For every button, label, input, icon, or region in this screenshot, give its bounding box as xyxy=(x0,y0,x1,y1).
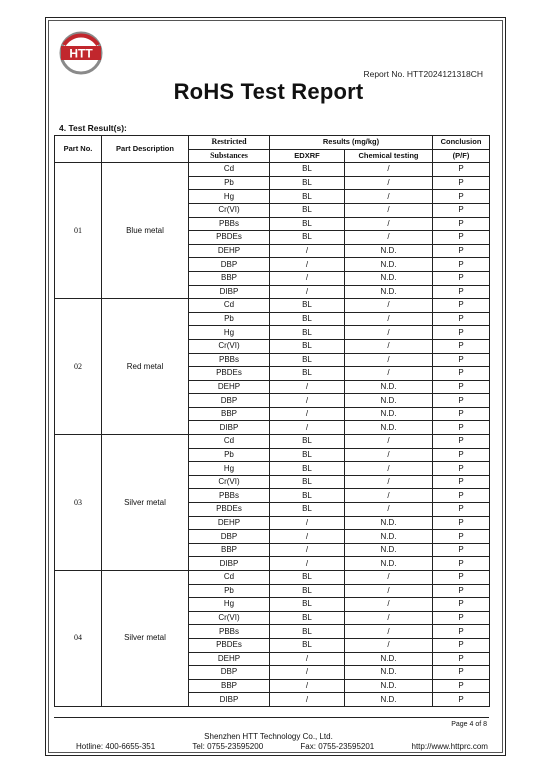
substance-cell: Hg xyxy=(189,598,270,612)
conclusion-cell: P xyxy=(433,244,490,258)
edxrf-cell: / xyxy=(270,258,345,272)
chemical-testing-cell: / xyxy=(345,462,433,476)
edxrf-cell: BL xyxy=(270,489,345,503)
chemical-testing-cell: / xyxy=(345,638,433,652)
header-chemical-testing: Chemical testing xyxy=(345,149,433,163)
chemical-testing-cell: / xyxy=(345,190,433,204)
conclusion-cell: P xyxy=(433,163,490,177)
section-heading: 4. Test Result(s): xyxy=(59,123,127,133)
edxrf-cell: BL xyxy=(270,611,345,625)
part-number: 02 xyxy=(55,299,102,435)
page-title: RoHS Test Report xyxy=(173,79,364,104)
table-row xyxy=(55,163,490,177)
conclusion-cell: P xyxy=(433,489,490,503)
conclusion-cell: P xyxy=(433,693,490,707)
substance-cell: Hg xyxy=(189,190,270,204)
edxrf-cell: BL xyxy=(270,353,345,367)
header-part-no: Part No. xyxy=(55,136,102,163)
conclusion-cell: P xyxy=(433,530,490,544)
chemical-testing-cell: / xyxy=(345,625,433,639)
chemical-testing-cell: N.D. xyxy=(345,258,433,272)
edxrf-cell: / xyxy=(270,557,345,571)
chemical-testing-cell: N.D. xyxy=(345,666,433,680)
header-restricted: Restricted xyxy=(189,136,270,150)
conclusion-cell: P xyxy=(433,339,490,353)
conclusion-cell: P xyxy=(433,611,490,625)
substance-cell: DEHP xyxy=(189,516,270,530)
conclusion-cell: P xyxy=(433,407,490,421)
conclusion-cell: P xyxy=(433,203,490,217)
conclusion-cell: P xyxy=(433,462,490,476)
edxrf-cell: BL xyxy=(270,217,345,231)
edxrf-cell: / xyxy=(270,244,345,258)
chemical-testing-cell: N.D. xyxy=(345,271,433,285)
substance-cell: BBP xyxy=(189,407,270,421)
substance-cell: PBDEs xyxy=(189,638,270,652)
chemical-testing-cell: / xyxy=(345,448,433,462)
substance-cell: DIBP xyxy=(189,557,270,571)
substance-cell: DIBP xyxy=(189,285,270,299)
conclusion-cell: P xyxy=(433,584,490,598)
chemical-testing-cell: N.D. xyxy=(345,285,433,299)
part-number: 04 xyxy=(55,571,102,707)
conclusion-cell: P xyxy=(433,367,490,381)
edxrf-cell: / xyxy=(270,666,345,680)
telephone: Tel: 0755-23595200 xyxy=(192,742,264,751)
chemical-testing-cell: / xyxy=(345,367,433,381)
website-link[interactable]: http://www.httprc.com xyxy=(411,742,488,751)
conclusion-cell: P xyxy=(433,475,490,489)
table-row xyxy=(55,435,490,449)
substance-cell: Hg xyxy=(189,462,270,476)
header-conclusion: Conclusion xyxy=(433,136,490,150)
chemical-testing-cell: N.D. xyxy=(345,652,433,666)
substance-cell: PBDEs xyxy=(189,367,270,381)
substance-cell: Cr(VI) xyxy=(189,475,270,489)
substance-cell: Cd xyxy=(189,163,270,177)
edxrf-cell: BL xyxy=(270,190,345,204)
edxrf-cell: / xyxy=(270,679,345,693)
substance-cell: Cr(VI) xyxy=(189,339,270,353)
edxrf-cell: / xyxy=(270,530,345,544)
part-number: 03 xyxy=(55,435,102,571)
conclusion-cell: P xyxy=(433,190,490,204)
conclusion-cell: P xyxy=(433,217,490,231)
edxrf-cell: BL xyxy=(270,299,345,313)
conclusion-cell: P xyxy=(433,503,490,517)
edxrf-cell: / xyxy=(270,543,345,557)
chemical-testing-cell: N.D. xyxy=(345,244,433,258)
conclusion-cell: P xyxy=(433,394,490,408)
chemical-testing-cell: / xyxy=(345,231,433,245)
chemical-testing-cell: N.D. xyxy=(345,557,433,571)
part-description: Silver metal xyxy=(102,435,189,571)
chemical-testing-cell: / xyxy=(345,217,433,231)
chemical-testing-cell: N.D. xyxy=(345,407,433,421)
chemical-testing-cell: / xyxy=(345,475,433,489)
conclusion-cell: P xyxy=(433,598,490,612)
page-number: Page 4 of 8 xyxy=(451,721,487,728)
conclusion-cell: P xyxy=(433,312,490,326)
substance-cell: Cr(VI) xyxy=(189,203,270,217)
chemical-testing-cell: / xyxy=(345,176,433,190)
chemical-testing-cell: N.D. xyxy=(345,679,433,693)
header-substances: Substances xyxy=(189,149,270,163)
substance-cell: DEHP xyxy=(189,380,270,394)
chemical-testing-cell: / xyxy=(345,203,433,217)
table-row xyxy=(55,571,490,585)
substance-cell: BBP xyxy=(189,679,270,693)
fax: Fax: 0755-23595201 xyxy=(300,742,375,751)
substance-cell: DBP xyxy=(189,394,270,408)
results-table xyxy=(54,135,490,707)
edxrf-cell: / xyxy=(270,394,345,408)
conclusion-cell: P xyxy=(433,299,490,313)
chemical-testing-cell: N.D. xyxy=(345,693,433,707)
edxrf-cell: / xyxy=(270,407,345,421)
conclusion-cell: P xyxy=(433,258,490,272)
edxrf-cell: / xyxy=(270,652,345,666)
substance-cell: PBDEs xyxy=(189,503,270,517)
conclusion-cell: P xyxy=(433,638,490,652)
chemical-testing-cell: / xyxy=(345,299,433,313)
chemical-testing-cell: / xyxy=(345,571,433,585)
chemical-testing-cell: N.D. xyxy=(345,421,433,435)
conclusion-cell: P xyxy=(433,448,490,462)
substance-cell: DBP xyxy=(189,666,270,680)
conclusion-cell: P xyxy=(433,435,490,449)
chemical-testing-cell: / xyxy=(345,435,433,449)
report-number: Report No. HTT2024121318CH xyxy=(363,69,483,79)
chemical-testing-cell: / xyxy=(345,312,433,326)
substance-cell: BBP xyxy=(189,543,270,557)
contact-line xyxy=(76,742,488,751)
edxrf-cell: BL xyxy=(270,163,345,177)
conclusion-cell: P xyxy=(433,543,490,557)
edxrf-cell: BL xyxy=(270,231,345,245)
chemical-testing-cell: / xyxy=(345,339,433,353)
header-part-description: Part Description xyxy=(102,136,189,163)
chemical-testing-cell: N.D. xyxy=(345,530,433,544)
chemical-testing-cell: N.D. xyxy=(345,380,433,394)
chemical-testing-cell: N.D. xyxy=(345,394,433,408)
substance-cell: Pb xyxy=(189,448,270,462)
edxrf-cell: / xyxy=(270,380,345,394)
company-name: Shenzhen HTT Technology Co., Ltd. xyxy=(204,732,333,741)
logo-text: HTT xyxy=(69,46,93,61)
substance-cell: DIBP xyxy=(189,421,270,435)
substance-cell: DBP xyxy=(189,258,270,272)
part-description: Blue metal xyxy=(102,163,189,299)
edxrf-cell: BL xyxy=(270,339,345,353)
substance-cell: Cr(VI) xyxy=(189,611,270,625)
substance-cell: Hg xyxy=(189,326,270,340)
edxrf-cell: BL xyxy=(270,462,345,476)
chemical-testing-cell: N.D. xyxy=(345,516,433,530)
conclusion-cell: P xyxy=(433,516,490,530)
edxrf-cell: BL xyxy=(270,176,345,190)
substance-cell: PBDEs xyxy=(189,231,270,245)
edxrf-cell: / xyxy=(270,271,345,285)
conclusion-cell: P xyxy=(433,326,490,340)
edxrf-cell: BL xyxy=(270,571,345,585)
edxrf-cell: / xyxy=(270,285,345,299)
conclusion-cell: P xyxy=(433,271,490,285)
htt-logo xyxy=(58,30,104,76)
conclusion-cell: P xyxy=(433,666,490,680)
substance-cell: PBBs xyxy=(189,625,270,639)
substance-cell: DIBP xyxy=(189,693,270,707)
edxrf-cell: BL xyxy=(270,326,345,340)
edxrf-cell: BL xyxy=(270,203,345,217)
part-description: Red metal xyxy=(102,299,189,435)
header-results: Results (mg/kg) xyxy=(270,136,433,150)
substance-cell: Pb xyxy=(189,312,270,326)
chemical-testing-cell: / xyxy=(345,503,433,517)
edxrf-cell: BL xyxy=(270,598,345,612)
edxrf-cell: BL xyxy=(270,625,345,639)
conclusion-cell: P xyxy=(433,625,490,639)
part-description: Silver metal xyxy=(102,571,189,707)
chemical-testing-cell: / xyxy=(345,611,433,625)
chemical-testing-cell: / xyxy=(345,584,433,598)
table-row xyxy=(55,299,490,313)
substance-cell: Pb xyxy=(189,176,270,190)
conclusion-cell: P xyxy=(433,285,490,299)
chemical-testing-cell: N.D. xyxy=(345,543,433,557)
substance-cell: PBBs xyxy=(189,353,270,367)
substance-cell: Cd xyxy=(189,435,270,449)
results-body xyxy=(55,163,490,707)
edxrf-cell: / xyxy=(270,421,345,435)
edxrf-cell: BL xyxy=(270,503,345,517)
part-number: 01 xyxy=(55,163,102,299)
substance-cell: BBP xyxy=(189,271,270,285)
header-pf: (P/F) xyxy=(433,149,490,163)
conclusion-cell: P xyxy=(433,571,490,585)
edxrf-cell: BL xyxy=(270,367,345,381)
edxrf-cell: BL xyxy=(270,312,345,326)
substance-cell: DEHP xyxy=(189,244,270,258)
conclusion-cell: P xyxy=(433,380,490,394)
substance-cell: Pb xyxy=(189,584,270,598)
conclusion-cell: P xyxy=(433,231,490,245)
hotline: Hotline: 400-6655-351 xyxy=(76,742,156,751)
chemical-testing-cell: / xyxy=(345,163,433,177)
chemical-testing-cell: / xyxy=(345,353,433,367)
substance-cell: DEHP xyxy=(189,652,270,666)
edxrf-cell: BL xyxy=(270,475,345,489)
substance-cell: PBBs xyxy=(189,217,270,231)
substance-cell: PBBs xyxy=(189,489,270,503)
edxrf-cell: BL xyxy=(270,638,345,652)
chemical-testing-cell: / xyxy=(345,489,433,503)
substance-cell: DBP xyxy=(189,530,270,544)
conclusion-cell: P xyxy=(433,421,490,435)
footer-divider xyxy=(54,717,489,718)
edxrf-cell: BL xyxy=(270,448,345,462)
conclusion-cell: P xyxy=(433,353,490,367)
conclusion-cell: P xyxy=(433,679,490,693)
chemical-testing-cell: / xyxy=(345,598,433,612)
conclusion-cell: P xyxy=(433,652,490,666)
edxrf-cell: BL xyxy=(270,435,345,449)
edxrf-cell: / xyxy=(270,693,345,707)
edxrf-cell: / xyxy=(270,516,345,530)
substance-cell: Cd xyxy=(189,299,270,313)
header-edxrf: EDXRF xyxy=(270,149,345,163)
conclusion-cell: P xyxy=(433,176,490,190)
chemical-testing-cell: / xyxy=(345,326,433,340)
conclusion-cell: P xyxy=(433,557,490,571)
substance-cell: Cd xyxy=(189,571,270,585)
edxrf-cell: BL xyxy=(270,584,345,598)
